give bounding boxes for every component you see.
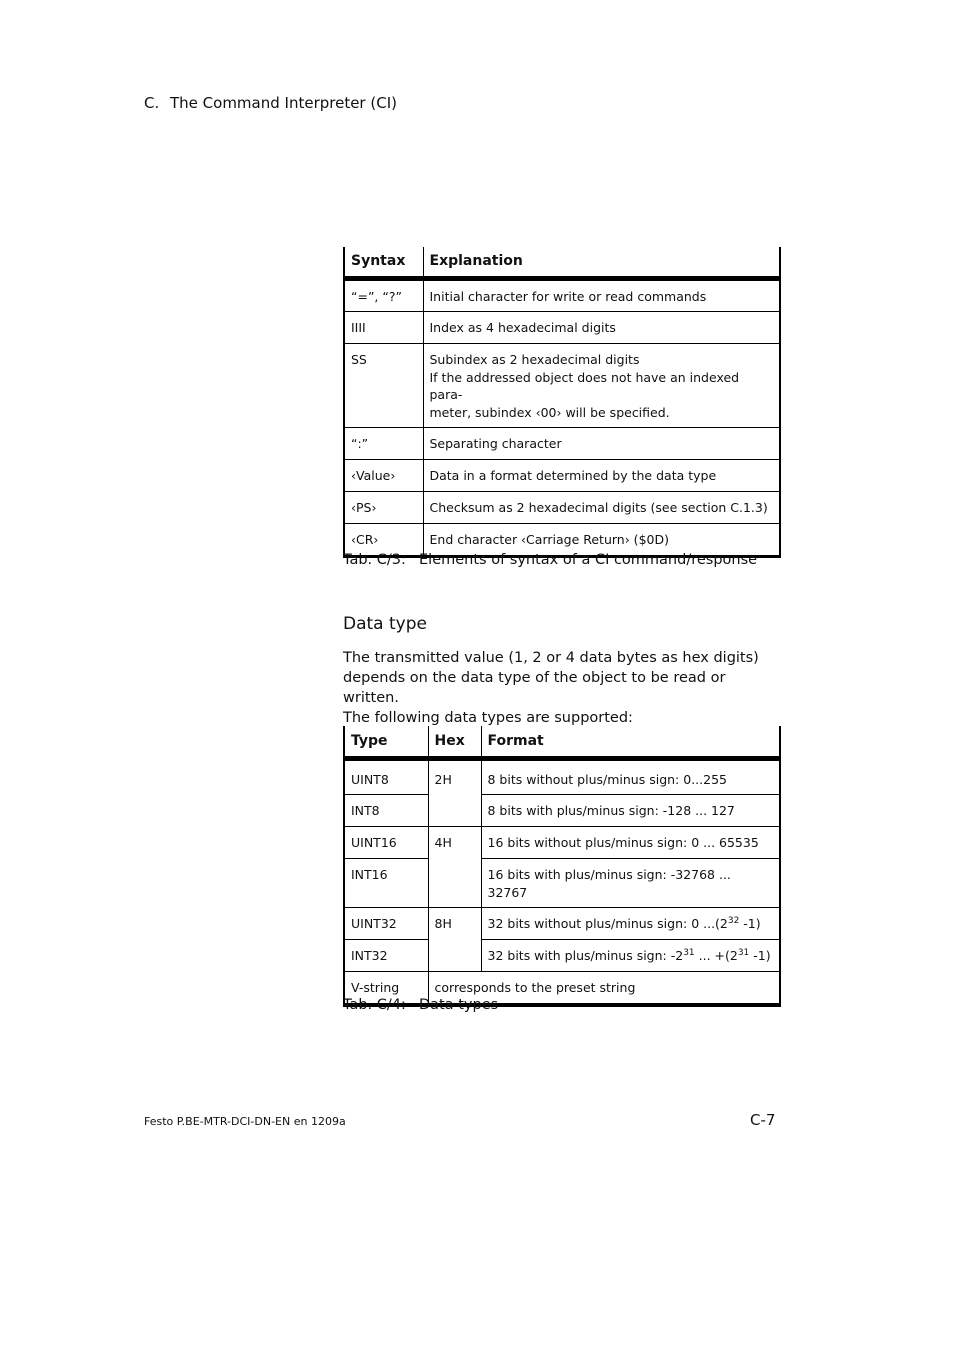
- syntax-cell: SS: [351, 352, 367, 367]
- hex-header: Hex: [428, 726, 481, 758]
- caption-label: Tab. C/3:: [343, 552, 406, 568]
- format-text: -1): [749, 948, 771, 963]
- table-row: [344, 940, 780, 972]
- type-header: Type: [344, 726, 428, 758]
- explanation-line: If the addressed object does not have an indexed para-: [429, 369, 740, 402]
- exponent: 31: [737, 948, 750, 958]
- table-row: [344, 312, 780, 344]
- syntax-cell: “=”, “?”: [351, 288, 402, 304]
- table-row: [344, 344, 780, 428]
- hex-cell: 8H: [434, 916, 452, 931]
- syntax-cell: IIII: [351, 320, 366, 335]
- syntax-header: Syntax: [344, 247, 423, 278]
- type-cell: UINT8: [351, 771, 389, 787]
- table-row: [344, 278, 780, 312]
- paragraph-line: depends on the data type of the object to be read or written.: [343, 670, 726, 706]
- caption-text: Data types: [419, 997, 499, 1013]
- explanation-cell: Separating character: [429, 436, 562, 451]
- paragraph-line: The following data types are supported:: [343, 710, 633, 726]
- exponent: 31: [683, 948, 695, 958]
- caption-label: Tab. C/4:: [343, 997, 406, 1013]
- syntax-cell: ‹Value›: [351, 468, 396, 483]
- type-cell: INT16: [351, 867, 388, 882]
- types-table-caption: [343, 997, 498, 1013]
- table-row: [344, 758, 780, 795]
- table-row: [344, 827, 780, 859]
- format-text: ... +(2: [694, 948, 738, 963]
- explanation-cell: Initial character for write or read commands: [429, 288, 707, 304]
- table-row: [344, 428, 780, 460]
- format-cell: 16 bits with plus/minus sign: -32768 ... 32767: [487, 867, 731, 900]
- explanation-cell: Data in a format determined by the data type: [429, 468, 717, 483]
- format-header: Format: [481, 726, 780, 758]
- section-paragraph: [343, 648, 783, 728]
- type-cell: INT8: [351, 803, 380, 818]
- syntax-cell: ‹CR›: [351, 532, 379, 547]
- table-row: [344, 908, 780, 940]
- format-text: 32 bits with plus/minus sign: -2: [487, 948, 684, 963]
- format-text: 32 bits without plus/minus sign: 0 ...(2: [487, 916, 728, 931]
- syntax-table: [343, 247, 781, 558]
- syntax-cell: “:”: [351, 436, 369, 451]
- format-cell: [488, 940, 774, 971]
- explanation-header: Explanation: [423, 247, 780, 278]
- type-cell: V-string: [351, 980, 400, 995]
- format-cell: corresponds to the preset string: [434, 980, 636, 995]
- page-number: C-7: [750, 1111, 776, 1129]
- type-cell: UINT16: [351, 835, 397, 850]
- type-cell: INT32: [351, 948, 388, 963]
- syntax-cell: ‹PS›: [351, 500, 377, 515]
- explanation-cell: End character ‹Carriage Return› ($0D): [429, 532, 669, 547]
- type-cell: UINT32: [351, 916, 397, 931]
- chapter-title: The Command Interpreter (CI): [170, 94, 397, 112]
- exponent: 32: [727, 916, 740, 926]
- format-cell: 16 bits without plus/minus sign: 0 ... 65535: [487, 835, 759, 850]
- explanation-line: Subindex as 2 hexadecimal digits: [429, 352, 640, 367]
- explanation-cell: Index as 4 hexadecimal digits: [429, 320, 616, 335]
- syntax-table-caption: [343, 552, 757, 568]
- format-cell: 8 bits without plus/minus sign: 0...255: [487, 771, 727, 787]
- format-cell: 8 bits with plus/minus sign: -128 ... 127: [487, 803, 735, 818]
- table-row: [344, 492, 780, 524]
- data-types-table: [343, 726, 781, 1007]
- explanation-cell: Checksum as 2 hexadecimal digits (see section C.1.3): [429, 500, 768, 515]
- table-row: [344, 460, 780, 492]
- format-cell: [488, 908, 774, 939]
- caption-text: Elements of syntax of a CI command/response: [419, 552, 758, 568]
- explanation-cell: [430, 344, 774, 427]
- paragraph-line: The transmitted value (1, 2 or 4 data bytes as hex digits): [343, 650, 759, 666]
- hex-cell: 4H: [434, 835, 452, 850]
- chapter-number: C.: [144, 94, 160, 112]
- footer-document-id: Festo P.BE-MTR-DCI-DN-EN en 1209a: [144, 1115, 346, 1128]
- table-row: [344, 859, 780, 908]
- format-text: -1): [739, 916, 761, 931]
- explanation-line: meter, subindex ‹00› will be specified.: [429, 404, 670, 420]
- hex-cell: 2H: [434, 771, 452, 787]
- table-row: [344, 795, 780, 827]
- page-header: [144, 94, 397, 112]
- section-title: Data type: [343, 614, 427, 634]
